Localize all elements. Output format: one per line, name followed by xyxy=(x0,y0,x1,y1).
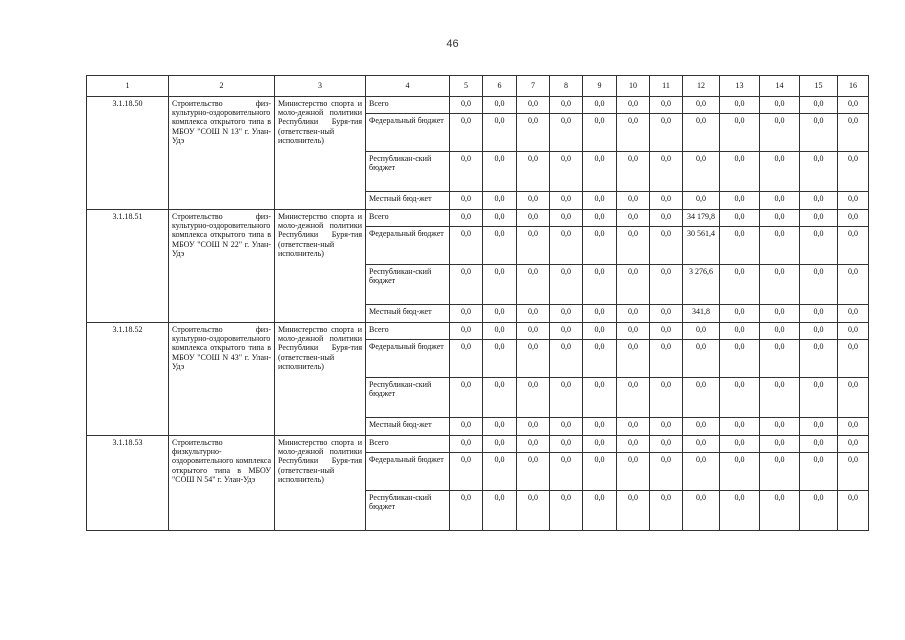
value-cell: 0,0 xyxy=(800,265,838,305)
funding-source: Республикан-ский бюджет xyxy=(366,265,450,305)
value-cell: 0,0 xyxy=(450,210,483,227)
item-executor: Министерство спорта и моло-дежной политики Республики Буря-тия (ответствен-ный исполнитель) xyxy=(275,97,366,210)
value-cell: 0,0 xyxy=(800,378,838,418)
column-header: 16 xyxy=(838,76,869,97)
item-code: 3.1.18.53 xyxy=(87,436,169,531)
value-cell: 0,0 xyxy=(583,97,617,114)
value-cell: 0,0 xyxy=(800,340,838,378)
value-cell: 0,0 xyxy=(517,152,550,192)
value-cell: 0,0 xyxy=(450,418,483,436)
value-cell: 0,0 xyxy=(483,97,517,114)
value-cell: 0,0 xyxy=(838,378,869,418)
funding-source: Всего xyxy=(366,97,450,114)
table-row xyxy=(87,436,869,453)
value-cell: 0,0 xyxy=(760,418,800,436)
value-cell: 0,0 xyxy=(838,227,869,265)
value-cell: 0,0 xyxy=(583,323,617,340)
item-name: Строительство физкультурно-оздоровительного комплекса открытого типа в МБОУ "СОШ N 54" г. Улан-Удэ xyxy=(169,436,275,531)
value-cell: 0,0 xyxy=(617,97,650,114)
value-cell: 0,0 xyxy=(617,323,650,340)
value-cell: 0,0 xyxy=(760,210,800,227)
value-cell: 0,0 xyxy=(450,436,483,453)
value-cell: 0,0 xyxy=(617,453,650,491)
funding-source: Федеральный бюджет xyxy=(366,340,450,378)
column-header: 9 xyxy=(583,76,617,97)
value-cell: 0,0 xyxy=(450,378,483,418)
value-cell: 0,0 xyxy=(650,305,683,323)
value-cell: 0,0 xyxy=(617,114,650,152)
value-cell: 0,0 xyxy=(517,323,550,340)
value-cell: 0,0 xyxy=(720,210,760,227)
value-cell: 0,0 xyxy=(517,418,550,436)
value-cell: 0,0 xyxy=(650,152,683,192)
column-header: 2 xyxy=(169,76,275,97)
item-code: 3.1.18.50 xyxy=(87,97,169,210)
value-cell: 0,0 xyxy=(583,227,617,265)
value-cell: 0,0 xyxy=(760,305,800,323)
value-cell: 0,0 xyxy=(838,340,869,378)
value-cell: 0,0 xyxy=(583,453,617,491)
value-cell: 0,0 xyxy=(517,97,550,114)
value-cell: 0,0 xyxy=(760,97,800,114)
value-cell: 0,0 xyxy=(720,418,760,436)
value-cell: 0,0 xyxy=(800,97,838,114)
column-header: 3 xyxy=(275,76,366,97)
value-cell: 0,0 xyxy=(550,210,583,227)
table-body xyxy=(87,76,869,531)
column-header: 8 xyxy=(550,76,583,97)
value-cell: 0,0 xyxy=(550,265,583,305)
value-cell: 0,0 xyxy=(838,305,869,323)
value-cell: 0,0 xyxy=(720,192,760,210)
value-cell: 0,0 xyxy=(720,114,760,152)
value-cell: 0,0 xyxy=(517,340,550,378)
value-cell: 0,0 xyxy=(650,210,683,227)
table-row xyxy=(87,97,869,114)
value-cell: 0,0 xyxy=(720,265,760,305)
value-cell: 0,0 xyxy=(617,265,650,305)
value-cell: 0,0 xyxy=(550,378,583,418)
value-cell: 0,0 xyxy=(517,227,550,265)
value-cell: 0,0 xyxy=(550,192,583,210)
value-cell: 0,0 xyxy=(720,453,760,491)
value-cell: 0,0 xyxy=(800,227,838,265)
value-cell: 0,0 xyxy=(550,97,583,114)
column-header: 12 xyxy=(683,76,720,97)
value-cell: 0,0 xyxy=(800,152,838,192)
value-cell: 0,0 xyxy=(583,114,617,152)
value-cell: 0,0 xyxy=(650,323,683,340)
value-cell: 0,0 xyxy=(550,491,583,531)
value-cell: 0,0 xyxy=(683,436,720,453)
column-header: 13 xyxy=(720,76,760,97)
value-cell: 0,0 xyxy=(720,152,760,192)
value-cell: 0,0 xyxy=(838,114,869,152)
value-cell: 0,0 xyxy=(450,453,483,491)
value-cell: 0,0 xyxy=(450,265,483,305)
value-cell: 0,0 xyxy=(683,192,720,210)
budget-table xyxy=(86,75,869,531)
value-cell: 0,0 xyxy=(617,305,650,323)
value-cell: 0,0 xyxy=(483,305,517,323)
value-cell: 0,0 xyxy=(483,323,517,340)
funding-source: Федеральный бюджет xyxy=(366,114,450,152)
funding-source: Республикан-ский бюджет xyxy=(366,152,450,192)
value-cell: 0,0 xyxy=(720,491,760,531)
value-cell: 0,0 xyxy=(683,97,720,114)
column-header: 10 xyxy=(617,76,650,97)
column-header: 4 xyxy=(366,76,450,97)
value-cell: 0,0 xyxy=(760,114,800,152)
value-cell: 0,0 xyxy=(583,418,617,436)
value-cell: 0,0 xyxy=(483,152,517,192)
value-cell: 0,0 xyxy=(450,491,483,531)
item-code: 3.1.18.51 xyxy=(87,210,169,323)
value-cell: 0,0 xyxy=(617,192,650,210)
value-cell: 0,0 xyxy=(800,418,838,436)
value-cell: 0,0 xyxy=(483,227,517,265)
value-cell: 0,0 xyxy=(517,453,550,491)
value-cell: 0,0 xyxy=(800,323,838,340)
value-cell: 0,0 xyxy=(838,491,869,531)
value-cell: 0,0 xyxy=(450,323,483,340)
column-header: 1 xyxy=(87,76,169,97)
value-cell: 0,0 xyxy=(583,152,617,192)
table-row xyxy=(87,210,869,227)
value-cell: 0,0 xyxy=(683,418,720,436)
value-cell: 0,0 xyxy=(550,340,583,378)
item-executor: Министерство спорта и моло-дежной политики Республики Буря-тия (ответствен-ный исполнитель) xyxy=(275,323,366,436)
funding-source: Всего xyxy=(366,210,450,227)
value-cell: 0,0 xyxy=(720,305,760,323)
funding-source: Местный бюд-жет xyxy=(366,192,450,210)
value-cell: 0,0 xyxy=(517,378,550,418)
value-cell: 0,0 xyxy=(517,436,550,453)
item-executor: Министерство спорта и моло-дежной политики Республики Буря-тия (ответствен-ный исполнитель) xyxy=(275,436,366,531)
value-cell: 0,0 xyxy=(650,378,683,418)
column-header: 5 xyxy=(450,76,483,97)
value-cell: 0,0 xyxy=(550,152,583,192)
value-cell: 0,0 xyxy=(550,114,583,152)
value-cell: 0,0 xyxy=(760,192,800,210)
value-cell: 0,0 xyxy=(683,323,720,340)
value-cell: 0,0 xyxy=(483,210,517,227)
value-cell: 0,0 xyxy=(450,114,483,152)
value-cell: 0,0 xyxy=(450,227,483,265)
value-cell: 0,0 xyxy=(483,114,517,152)
value-cell: 0,0 xyxy=(683,453,720,491)
funding-source: Всего xyxy=(366,323,450,340)
value-cell: 34 179,8 xyxy=(683,210,720,227)
table-row xyxy=(87,323,869,340)
value-cell: 0,0 xyxy=(617,436,650,453)
value-cell: 0,0 xyxy=(683,340,720,378)
item-name: Строительство физ-культурно-оздоровительного комплекса открытого типа в МБОУ "СОШ N 13" г. Улан-Удэ xyxy=(169,97,275,210)
value-cell: 3 276,6 xyxy=(683,265,720,305)
value-cell: 0,0 xyxy=(838,436,869,453)
value-cell: 0,0 xyxy=(683,152,720,192)
value-cell: 0,0 xyxy=(650,453,683,491)
value-cell: 0,0 xyxy=(450,192,483,210)
column-header: 6 xyxy=(483,76,517,97)
funding-source: Республикан-ский бюджет xyxy=(366,491,450,531)
value-cell: 0,0 xyxy=(483,265,517,305)
value-cell: 341,8 xyxy=(683,305,720,323)
value-cell: 0,0 xyxy=(650,114,683,152)
value-cell: 0,0 xyxy=(550,323,583,340)
value-cell: 0,0 xyxy=(650,340,683,378)
value-cell: 0,0 xyxy=(800,305,838,323)
value-cell: 0,0 xyxy=(800,491,838,531)
value-cell: 0,0 xyxy=(760,491,800,531)
value-cell: 0,0 xyxy=(583,436,617,453)
item-code: 3.1.18.52 xyxy=(87,323,169,436)
value-cell: 0,0 xyxy=(617,418,650,436)
column-header: 14 xyxy=(760,76,800,97)
value-cell: 0,0 xyxy=(760,265,800,305)
value-cell: 0,0 xyxy=(800,453,838,491)
value-cell: 0,0 xyxy=(583,340,617,378)
value-cell: 0,0 xyxy=(720,227,760,265)
value-cell: 0,0 xyxy=(617,340,650,378)
value-cell: 0,0 xyxy=(650,436,683,453)
value-cell: 0,0 xyxy=(683,114,720,152)
value-cell: 0,0 xyxy=(760,378,800,418)
value-cell: 0,0 xyxy=(720,323,760,340)
value-cell: 0,0 xyxy=(760,453,800,491)
value-cell: 0,0 xyxy=(550,227,583,265)
funding-source: Местный бюд-жет xyxy=(366,418,450,436)
value-cell: 0,0 xyxy=(838,210,869,227)
value-cell: 0,0 xyxy=(450,305,483,323)
value-cell: 0,0 xyxy=(617,378,650,418)
value-cell: 0,0 xyxy=(583,378,617,418)
value-cell: 0,0 xyxy=(483,436,517,453)
value-cell: 0,0 xyxy=(450,340,483,378)
column-header: 11 xyxy=(650,76,683,97)
value-cell: 0,0 xyxy=(650,418,683,436)
value-cell: 0,0 xyxy=(450,152,483,192)
value-cell: 0,0 xyxy=(650,265,683,305)
value-cell: 0,0 xyxy=(683,491,720,531)
value-cell: 0,0 xyxy=(583,192,617,210)
value-cell: 0,0 xyxy=(760,152,800,192)
funding-source: Федеральный бюджет xyxy=(366,453,450,491)
column-header: 7 xyxy=(517,76,550,97)
value-cell: 0,0 xyxy=(483,418,517,436)
value-cell: 0,0 xyxy=(650,192,683,210)
value-cell: 0,0 xyxy=(720,340,760,378)
value-cell: 0,0 xyxy=(450,97,483,114)
value-cell: 0,0 xyxy=(583,305,617,323)
value-cell: 0,0 xyxy=(483,340,517,378)
value-cell: 0,0 xyxy=(583,265,617,305)
value-cell: 0,0 xyxy=(838,97,869,114)
value-cell: 0,0 xyxy=(617,210,650,227)
value-cell: 0,0 xyxy=(720,436,760,453)
value-cell: 0,0 xyxy=(483,453,517,491)
value-cell: 0,0 xyxy=(838,152,869,192)
value-cell: 0,0 xyxy=(483,192,517,210)
item-name: Строительство физ-культурно-оздоровительного комплекса открытого типа в МБОУ "СОШ N 43" г. Улан-Удэ xyxy=(169,323,275,436)
value-cell: 0,0 xyxy=(838,418,869,436)
value-cell: 0,0 xyxy=(583,210,617,227)
value-cell: 0,0 xyxy=(517,114,550,152)
value-cell: 0,0 xyxy=(550,305,583,323)
value-cell: 0,0 xyxy=(838,192,869,210)
page-number: 46 xyxy=(446,38,459,50)
value-cell: 0,0 xyxy=(760,340,800,378)
value-cell: 0,0 xyxy=(550,436,583,453)
value-cell: 0,0 xyxy=(838,323,869,340)
value-cell: 0,0 xyxy=(517,305,550,323)
value-cell: 0,0 xyxy=(760,227,800,265)
value-cell: 0,0 xyxy=(550,453,583,491)
value-cell: 0,0 xyxy=(838,453,869,491)
value-cell: 0,0 xyxy=(800,210,838,227)
value-cell: 0,0 xyxy=(583,491,617,531)
item-name: Строительство физ-культурно-оздоровительного комплекса открытого типа в МБОУ "СОШ N 22" г. Улан-Удэ xyxy=(169,210,275,323)
value-cell: 0,0 xyxy=(617,152,650,192)
value-cell: 0,0 xyxy=(760,436,800,453)
value-cell: 0,0 xyxy=(720,97,760,114)
funding-source: Местный бюд-жет xyxy=(366,305,450,323)
value-cell: 0,0 xyxy=(720,378,760,418)
funding-source: Республикан-ский бюджет xyxy=(366,378,450,418)
value-cell: 0,0 xyxy=(483,491,517,531)
funding-source: Всего xyxy=(366,436,450,453)
value-cell: 0,0 xyxy=(650,227,683,265)
value-cell: 0,0 xyxy=(650,97,683,114)
value-cell: 0,0 xyxy=(650,491,683,531)
value-cell: 0,0 xyxy=(517,265,550,305)
item-executor: Министерство спорта и моло-дежной политики Республики Буря-тия (ответствен-ный исполнитель) xyxy=(275,210,366,323)
value-cell: 0,0 xyxy=(800,192,838,210)
value-cell: 0,0 xyxy=(517,210,550,227)
header-row xyxy=(87,76,869,97)
value-cell: 0,0 xyxy=(517,192,550,210)
value-cell: 0,0 xyxy=(800,436,838,453)
value-cell: 0,0 xyxy=(760,323,800,340)
value-cell: 0,0 xyxy=(483,378,517,418)
value-cell: 0,0 xyxy=(617,227,650,265)
value-cell: 0,0 xyxy=(683,378,720,418)
column-header: 15 xyxy=(800,76,838,97)
value-cell: 0,0 xyxy=(800,114,838,152)
value-cell: 30 561,4 xyxy=(683,227,720,265)
value-cell: 0,0 xyxy=(617,491,650,531)
value-cell: 0,0 xyxy=(838,265,869,305)
funding-source: Федеральный бюджет xyxy=(366,227,450,265)
value-cell: 0,0 xyxy=(550,418,583,436)
value-cell: 0,0 xyxy=(517,491,550,531)
